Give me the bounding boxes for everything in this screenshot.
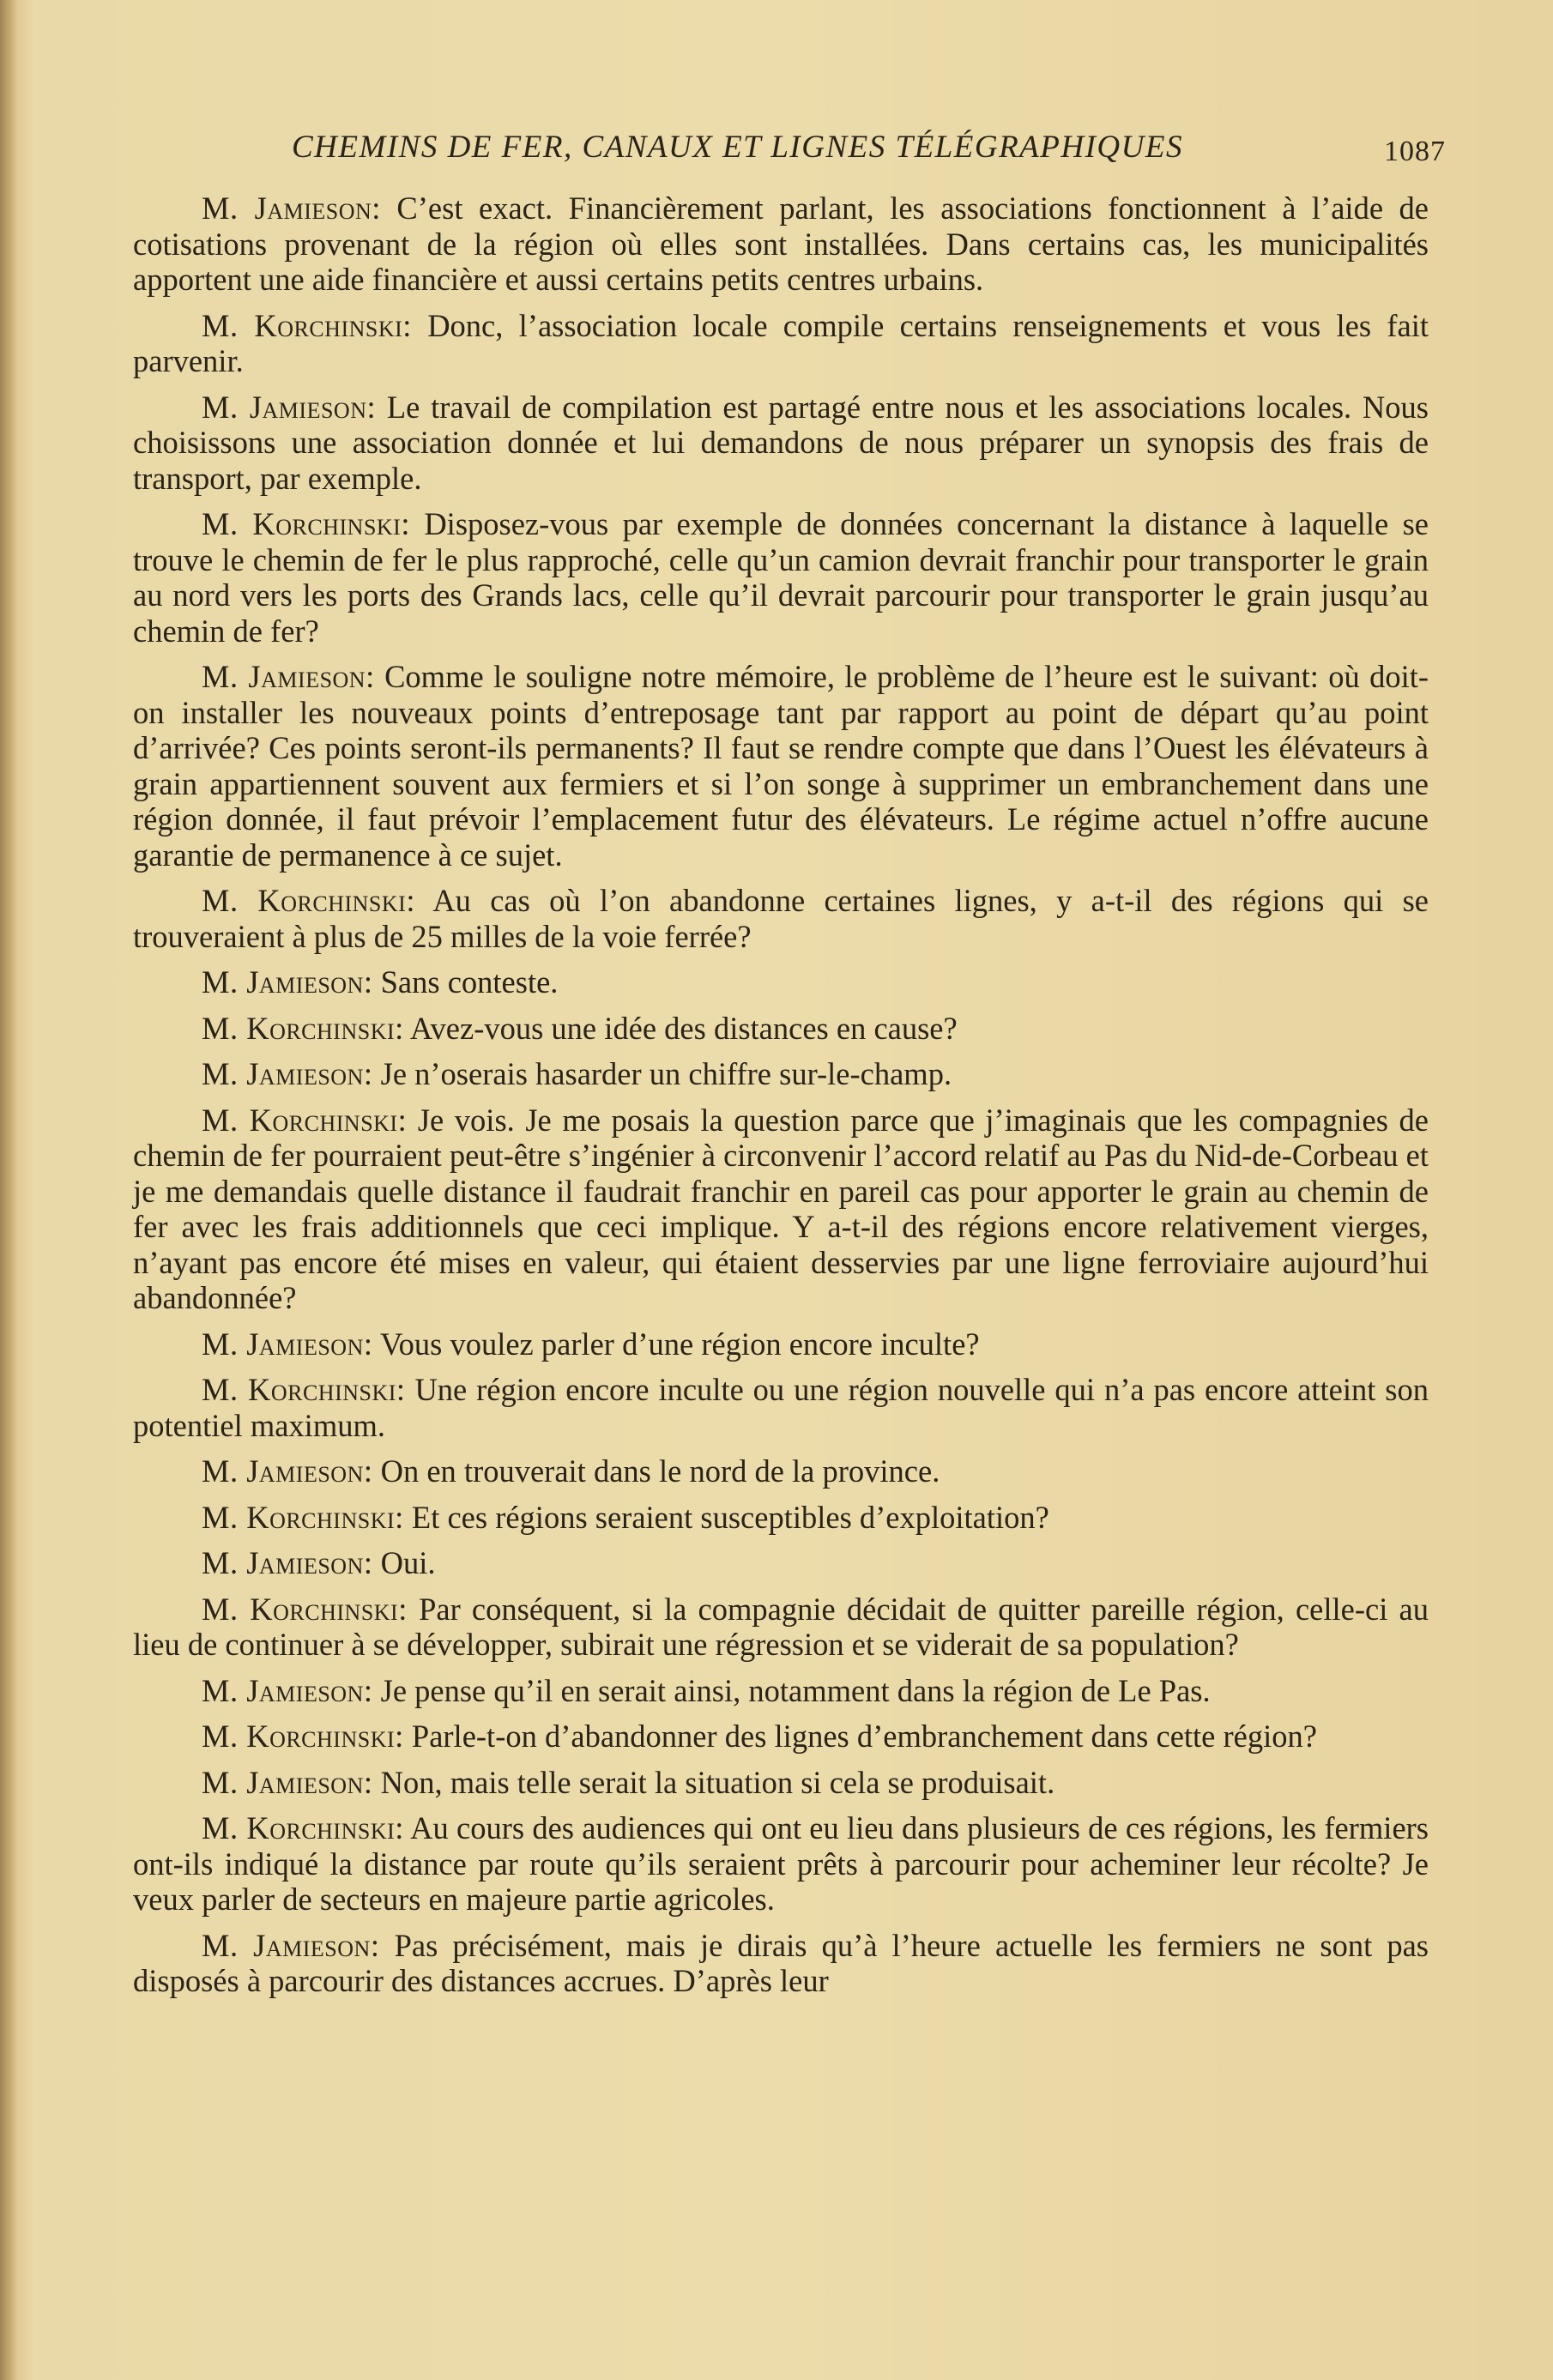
running-title: CHEMINS DE FER, CANAUX ET LIGNES TÉLÉGRAPHIQUES (292, 130, 1183, 165)
paragraph (133, 1453, 1429, 1489)
paragraph-text: Et ces régions seraient susceptibles d’exploitation? (403, 1499, 1049, 1535)
speaker-name: M. Jamieson: (202, 389, 377, 425)
paragraph-text: Vous voulez parler d’une région encore inculte? (372, 1326, 980, 1362)
paragraph (133, 190, 1429, 298)
speaker-name: M. Korchinski: (202, 1372, 406, 1407)
speaker-name: M. Jamieson: (202, 1672, 373, 1708)
paragraph-text: Au cas où l’on abandonne certaines lignes, y a-t-il des régions qui se trouveraient à plus de 25 milles de la voie ferrée? (133, 883, 1429, 954)
speaker-name: M. Jamieson: (202, 1545, 373, 1580)
paragraph (133, 1592, 1429, 1663)
paragraph (133, 883, 1429, 954)
paragraph (133, 390, 1429, 497)
paragraph (133, 1500, 1429, 1536)
speaker-name: M. Korchinski: (202, 506, 410, 541)
paragraph-text: Sans conteste. (372, 964, 559, 1000)
paragraph (133, 1928, 1429, 1999)
paragraph-text: Je n’oserais hasarder un chiffre sur-le-champ. (372, 1056, 952, 1091)
paragraph (133, 1810, 1429, 1918)
paragraph-text: Une région encore inculte ou une région nouvelle qui n’a pas encore atteint son potentiel maximum. (133, 1372, 1429, 1443)
paragraph-text: Comme le souligne notre mémoire, le problème de l’heure est le suivant: où doit-on installer les nouveaux points d’entreposage tant par rapport au point de départ qu’au point d’arrivée? Ces points seront-ils permanents? Il faut se rendre compte que dans l’Ouest les élévateurs à grain appartiennent souvent aux fermiers et si l’on songe à supprimer un embranchement dans une région donnée, il faut prévoir l’emplacement futur des élévateurs. Le régime actuel n’offre aucune garantie de permanence à ce sujet. (133, 659, 1429, 873)
speaker-name: M. Jamieson: (202, 190, 381, 226)
speaker-name: M. Korchinski: (202, 307, 412, 343)
paragraph-text: Avez-vous une idée des distances en cause? (403, 1010, 958, 1046)
transcript-body (133, 190, 1429, 2009)
speaker-name: M. Jamieson: (202, 1326, 373, 1362)
paragraph-text: Disposez-vous par exemple de données concernant la distance à laquelle se trouve le chemin de fer le plus rapproché, celle qu’un camion devrait franchir pour transporter le grain au nord vers les ports des Grands lacs, celle qu’il devrait parcourir pour transporter le grain jusqu’au chemin de fer? (133, 506, 1429, 649)
speaker-name: M. Jamieson: (202, 964, 373, 1000)
paragraph-text: Oui. (372, 1545, 436, 1580)
paragraph-text: Par conséquent, si la compagnie décidait de quitter pareille région, celle-ci au lieu de continuer à se développer, subirait une régression et se viderait de sa population? (133, 1591, 1429, 1662)
paragraph (133, 964, 1429, 1000)
paragraph (133, 1102, 1429, 1316)
paragraph (133, 308, 1429, 379)
speaker-name: M. Korchinski: (202, 1499, 404, 1535)
paragraph (133, 1765, 1429, 1801)
paragraph (133, 1545, 1429, 1581)
paragraph (133, 1011, 1429, 1047)
paragraph (133, 1719, 1429, 1755)
paragraph (133, 1056, 1429, 1092)
speaker-name: M. Jamieson: (202, 1453, 373, 1489)
paragraph-text: Au cours des audiences qui ont eu lieu dans plusieurs de ces régions, les fermiers ont-ils indiqué la distance par route qu’ils seraient prêts à parcourir pour acheminer leur récolte? Je veux parler de secteurs en majeure partie agricoles. (133, 1810, 1429, 1917)
speaker-name: M. Korchinski: (202, 883, 415, 918)
speaker-name: M. Korchinski: (202, 1591, 408, 1627)
paragraph-text: Non, mais telle serait la situation si cela se produisait. (372, 1764, 1055, 1800)
paragraph (133, 1372, 1429, 1443)
paragraph (133, 506, 1429, 649)
speaker-name: M. Korchinski: (202, 1810, 404, 1845)
paragraph-text: On en trouverait dans le nord de la province. (372, 1453, 940, 1489)
speaker-name: M. Jamieson: (202, 1764, 373, 1800)
speaker-name: M. Jamieson: (202, 1927, 380, 1963)
paragraph (133, 1326, 1429, 1362)
paragraph-text: Je pense qu’il en serait ainsi, notamment dans la région de Le Pas. (372, 1672, 1211, 1708)
paragraph (133, 659, 1429, 873)
speaker-name: M. Korchinski: (202, 1010, 404, 1046)
page-header (292, 129, 1446, 172)
page-number: 1087 (1384, 136, 1446, 167)
page-binding-shadow (0, 0, 17, 2380)
speaker-name: M. Jamieson: (202, 1056, 373, 1091)
speaker-name: M. Korchinski: (202, 1719, 404, 1754)
paragraph-text: C’est exact. Financièrement parlant, les associations fonctionnent à l’aide de cotisations provenant de la région où elles sont installées. Dans certains cas, les municipalités apportent une aide financière et aussi certains petits centres urbains. (133, 190, 1429, 297)
paragraph (133, 1673, 1429, 1709)
paragraph-text: Pas précisément, mais je dirais qu’à l’heure actuelle les fermiers ne sont pas disposés à parcourir des distances accrues. D’après leur (133, 1927, 1429, 1998)
speaker-name: M. Jamieson: (202, 659, 375, 694)
paragraph-text: Le travail de compilation est partagé entre nous et les associations locales. Nous choisissons une association donnée et lui demandons de nous préparer un synopsis des frais de transport, par exemple. (133, 389, 1429, 496)
paragraph-text: Je vois. Je me posais la question parce que j’imaginais que les compagnies de chemin de fer pourraient peut-être s’ingénier à circonvenir l’accord relatif au Pas du Nid-de-Corbeau et je me demandais quelle distance il faudrait franchir en pareil cas pour apporter le grain au chemin de fer avec les frais additionnels que ceci implique. Y a-t-il des régions encore relativement vierges, n’ayant pas encore été mises en valeur, qui étaient desservies par une ligne ferroviaire aujourd’hui abandonnée? (133, 1102, 1429, 1315)
paragraph-text: Parle-t-on d’abandonner des lignes d’embranchement dans cette région? (403, 1719, 1317, 1754)
paragraph-text: Donc, l’association locale compile certains renseignements et vous les fait parvenir. (133, 307, 1429, 378)
speaker-name: M. Korchinski: (202, 1102, 408, 1138)
